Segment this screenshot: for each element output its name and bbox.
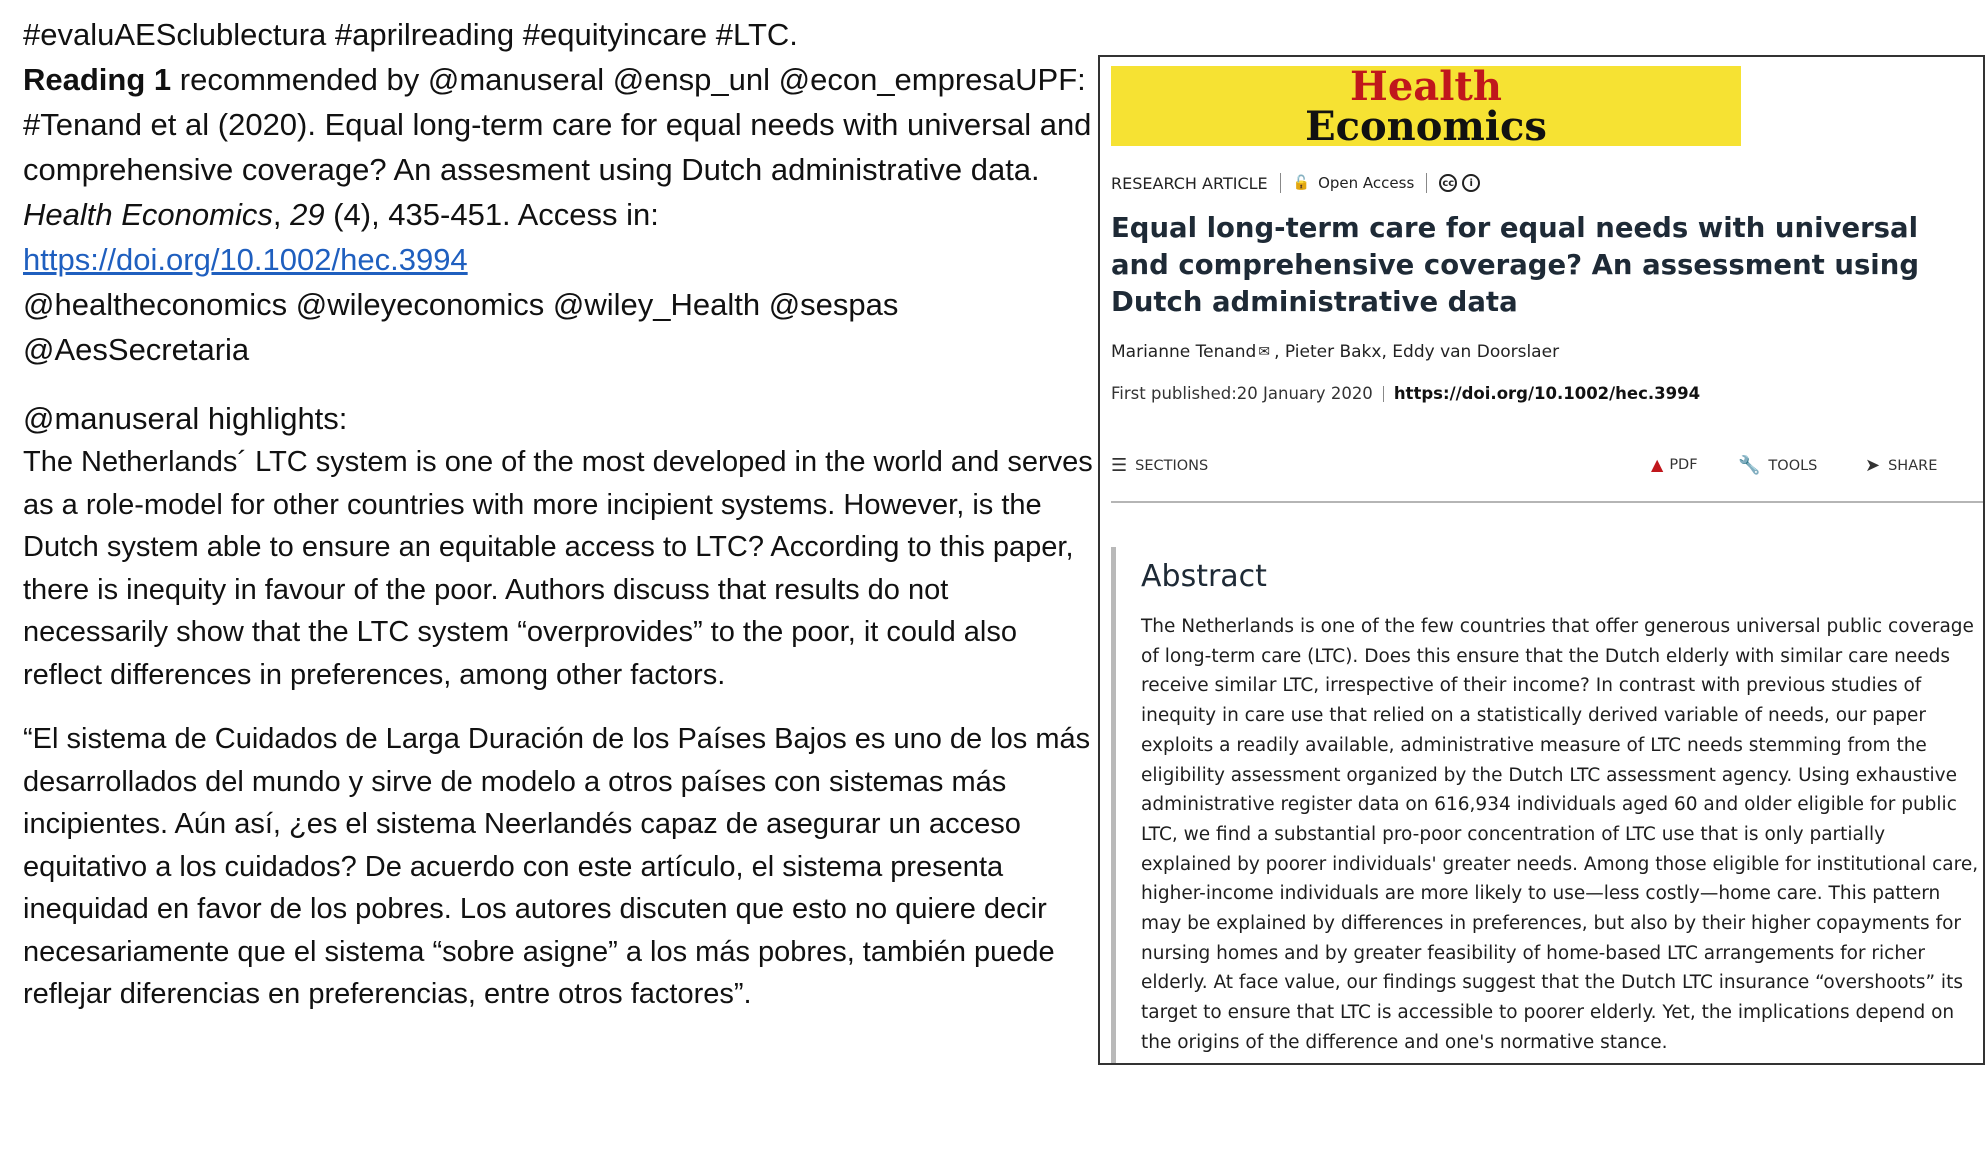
article-doi-link[interactable]: https://doi.org/10.1002/hec.3994 (1393, 384, 1701, 403)
highlights-title: @manuseral highlights: (23, 401, 348, 436)
sections-label: SECTIONS (1135, 457, 1209, 474)
article-type: RESEARCH ARTICLE (1111, 173, 1268, 193)
pdf-label: PDF (1669, 456, 1698, 473)
highlight-english: The Netherlands´ LTC system is one of the most developed in the world and serves as a role-model for other countries with more incipient systems. However, is the Dutch system able to ensure an equitable access to LTC? According to this paper, there is inequity in favour of the poor. Authors discuss that results do not necessarily show that the LTC system “overprovides” to the poor, it could also reflect differences in preferences, among other factors. (23, 446, 1093, 691)
abstract-text: The Netherlands is one of the few countries that offer generous universal public coverage of long-term care (LTC). Does this ensure that the Dutch elderly with similar care needs receive similar LTC, irrespective of their income? In contrast with previous studies of inequity in care use that relied on a statistically derived variable of needs, our paper exploits a readily available, administrative measure of LTC needs stemming from the eligibility assessment organized by the Dutch LTC assessment agency. Using exhaustive administrative register data on 616,934 individuals aged 60 and older eligible for public LTC, we find a substantial pro-poor concentration of LTC use that is only partially explained by poorer individuals' greater needs. Among those eligible for institutional care, higher-income individuals are more likely to use—less costly—home care. This pattern may be explained by differences in preferences, but also by their higher copayments for nursing homes and by greater feasibility of home-based LTC arrangements for richer elderly. At face value, our findings suggest that the Dutch LTC insurance “overshoots” its target to ensure that LTC is accessible to poorer elderly. Yet, the implications depend on the origins of the difference and one's normative stance. (1141, 616, 1979, 1053)
article-meta (1111, 173, 1485, 193)
journal-logo-line2: Economics (1305, 103, 1547, 150)
author-name[interactable]: Marianne Tenand (1111, 342, 1257, 362)
list-icon: ☰ (1111, 455, 1128, 476)
author-separator: , (1381, 342, 1387, 362)
first-published-date: 20 January 2020 (1236, 384, 1373, 403)
publication-info (1111, 384, 1700, 403)
pdf-icon: ▲ (1651, 455, 1664, 474)
author-separator: , (1274, 342, 1280, 362)
author-name[interactable]: Eddy van Doorslaer (1392, 342, 1560, 362)
article-toolbar (1111, 455, 1985, 485)
creative-commons-icon: cc (1439, 174, 1457, 192)
journal-logo (1111, 63, 1741, 150)
journal-volume: 29 (290, 197, 325, 232)
lock-open-icon: 🔓 (1292, 175, 1311, 191)
journal-name: Health Economics (23, 197, 273, 232)
tools-label: TOOLS (1768, 457, 1818, 474)
article-title[interactable]: Equal long-term care for equal needs with universal and comprehensive coverage? An assessment using Dutch administrative data (1111, 212, 1920, 318)
author-name[interactable]: Pieter Bakx (1284, 342, 1382, 362)
hashtags: #evaluAESclublectura #aprilreading #equityincare #LTC. (23, 17, 798, 52)
envelope-icon[interactable]: ✉ (1258, 344, 1271, 360)
divider (1426, 173, 1427, 193)
article-screenshot (1098, 55, 1985, 1065)
divider (1280, 173, 1281, 193)
pdf-button[interactable] (1651, 455, 1698, 474)
post-text-column (23, 12, 1093, 1016)
section-divider (1111, 501, 1985, 503)
sections-button[interactable] (1111, 455, 1208, 476)
mentions: @healtheconomics @wileyeconomics @wiley_Health @sespas @AesSecretaria (23, 287, 899, 367)
citation-sep: , (272, 197, 291, 232)
wrench-icon: 🔧 (1738, 455, 1761, 476)
open-access-label: Open Access (1318, 174, 1415, 192)
issue-pages: (4), 435-451. Access in: (324, 197, 659, 232)
recommended-text: recommended by @manuseral @ensp_unl @econ_empresaUPF: #Tenand et al (2020). Equal long-term care for equal needs with universal and comprehensive coverage? An assesment using Dutch administrative data. (23, 62, 1092, 187)
first-published-label: First published: (1111, 384, 1237, 403)
highlight-spanish: “El sistema de Cuidados de Larga Duración de los Países Bajos es uno de los más desarrollados del mundo y sirve de modelo a otros países con sistemas más incipientes. Aún así, ¿es el sistema Neerlandés capaz de asegurar un acceso equitativo a los cuidados? De acuerdo con este artículo, el sistema presenta inequidad en favor de los pobres. Los autores discuten que esto no quiere decir necesariamente que el sistema “sobre asigne” a los más pobres, también puede reflejar diferencias en preferencias, entre otros factores”. (23, 723, 1091, 1010)
attribution-icon: i (1462, 174, 1480, 192)
post-intro (23, 12, 1093, 372)
abstract-heading: Abstract (1141, 559, 1267, 594)
doi-link[interactable]: https://doi.org/10.1002/hec.3994 (23, 242, 468, 277)
author-list (1111, 342, 1559, 362)
share-label: SHARE (1888, 457, 1938, 474)
abstract-section (1111, 547, 1985, 1065)
reading-label: Reading 1 (23, 62, 172, 97)
share-icon: ➤ (1865, 455, 1881, 476)
divider (1383, 386, 1384, 402)
tools-button[interactable] (1738, 455, 1817, 476)
share-button[interactable] (1865, 455, 1937, 476)
journal-logo-line1: Health (1350, 63, 1502, 110)
